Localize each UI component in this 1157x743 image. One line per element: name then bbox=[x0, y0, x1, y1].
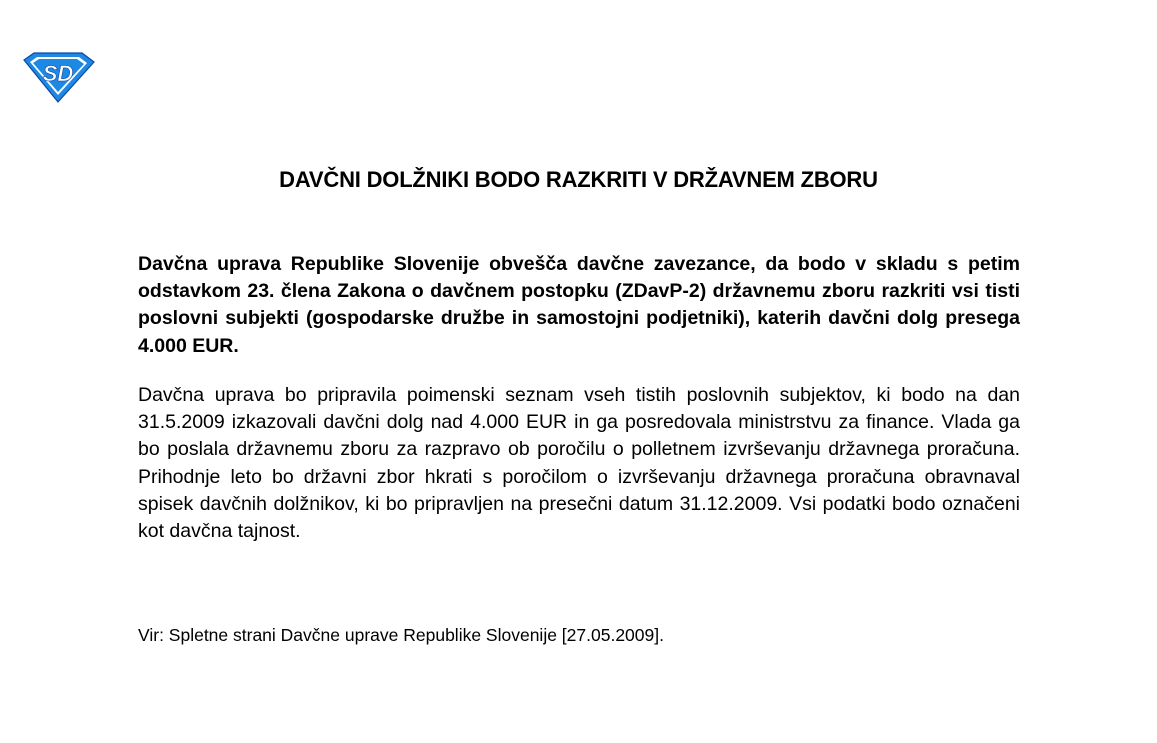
logo bbox=[22, 50, 96, 104]
paragraph-intro: Davčna uprava Republike Slovenije obvešča davčne zavezance, da bodo v skladu s petim odstavkom 23. člena Zakona o davčnem postopku (ZDavP-2) državnemu zboru razkriti vsi tisti poslovni subjekti (gospodarske družbe in samostojni podjetniki), katerih davčni dolg presega 4.000 EUR. bbox=[138, 253, 1020, 357]
logo-shield-icon bbox=[22, 50, 96, 104]
paragraph-body: Davčna uprava bo pripravila poimenski seznam vseh tistih poslovnih subjektov, ki bodo na dan 31.5.2009 izkazovali davčni dolg nad 4.000 EUR in ga posredovala ministrstvu za finance. Vlada ga bo poslala državnemu zboru za razpravo ob poročilu o polletnem izvrševanju državnega proračuna. Prihodnje leto bo državni zbor hkrati s poročilom o izvrševanju državnega proračuna obravnaval spisek davčnih dolžnikov, ki bo pripravljen na presečni datum 31.12.2009. Vsi podatki bodo označeni kot davčna tajnost. bbox=[138, 384, 1020, 543]
source-citation: Vir: Spletne strani Davčne uprave Republike Slovenije [27.05.2009]. bbox=[138, 625, 664, 645]
logo-text: SD bbox=[42, 61, 74, 86]
page-title: DAVČNI DOLŽNIKI BODO RAZKRITI V DRŽAVNEM ZBORU bbox=[279, 167, 878, 192]
